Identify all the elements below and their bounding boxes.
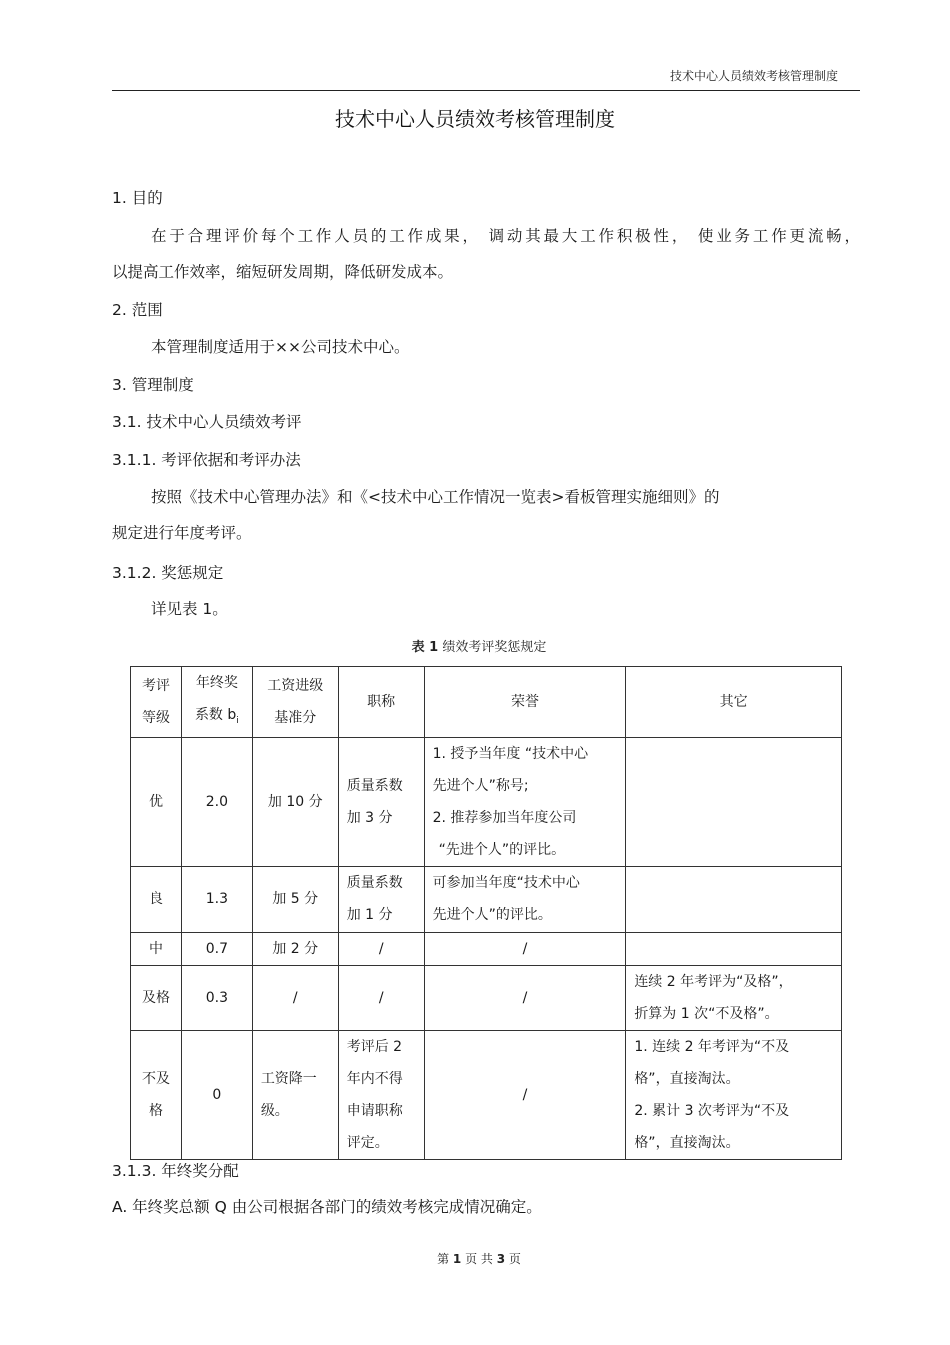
cell-other	[626, 737, 842, 866]
section-3-heading: 3. 管理制度	[112, 376, 194, 394]
section-1-body-line2: 以提高工作效率，缩短研发周期，降低研发成本。	[112, 263, 454, 281]
cell-salary: 加 5 分	[252, 866, 338, 932]
table-row	[131, 737, 842, 866]
cell-coefficient: 0.7	[181, 932, 252, 965]
header-grade: 考评 等级	[131, 667, 182, 738]
table-caption-text: 绩效考评奖惩规定	[438, 640, 547, 655]
cell-salary: 工资降一 级。	[252, 1030, 338, 1159]
cell-other: 1. 连续 2 年考评为“不及 格”，直接淘汰。 2. 累计 3 次考评为“不及 格”，直接淘汰。	[626, 1030, 842, 1159]
cell-salary: 加 10 分	[252, 737, 338, 866]
header-bonus-coefficient: 年终奖 系数 $b_i$	[181, 667, 252, 738]
cell-honor: 1. 授予当年度 “技术中心 先进个人”称号; 2. 推荐参加当年度公司 “先进个人”的评比。	[424, 737, 626, 866]
header-honor: 荣誉	[424, 667, 626, 738]
reward-penalty-table	[130, 666, 842, 1160]
section-3-1-2-body: 详见表 1。	[151, 600, 228, 618]
header-other: 其它	[626, 667, 842, 738]
cell-title: 质量系数 加 3 分	[338, 737, 424, 866]
table-header-row	[131, 667, 842, 738]
section-3-1-1-heading: 3.1.1. 考评依据和考评办法	[112, 451, 301, 469]
cell-other: 连续 2 年考评为“及格”， 折算为 1 次“不及格”。	[626, 965, 842, 1030]
header-rule	[112, 90, 860, 91]
total-pages-number: 3	[496, 1252, 506, 1266]
cell-other	[626, 866, 842, 932]
section-2-body: 本管理制度适用于××公司技术中心。	[151, 338, 410, 356]
cell-coefficient: 0	[181, 1030, 252, 1159]
section-3-1-heading: 3.1. 技术中心人员绩效考评	[112, 413, 302, 431]
cell-honor: 可参加当年度“技术中心 先进个人”的评比。	[424, 866, 626, 932]
page-footer: 第 1 页 共 3 页	[437, 1252, 521, 1266]
cell-grade: 优	[131, 737, 182, 866]
cell-coefficient: 0.3	[181, 965, 252, 1030]
table-row	[131, 866, 842, 932]
cell-grade: 及格	[131, 965, 182, 1030]
cell-coefficient: 2.0	[181, 737, 252, 866]
cell-other	[626, 932, 842, 965]
section-3-1-2-heading: 3.1.2. 奖惩规定	[112, 564, 224, 582]
section-2-heading: 2. 范围	[112, 301, 163, 319]
header-title: 职称	[338, 667, 424, 738]
section-1-heading: 1. 目的	[112, 189, 163, 207]
section-3-1-3-item-a: A. 年终奖总额 Q 由公司根据各部门的绩效考核完成情况确定。	[112, 1198, 542, 1216]
cell-honor: /	[424, 1030, 626, 1159]
current-page-number: 1	[452, 1252, 462, 1266]
document-title: 技术中心人员绩效考核管理制度	[335, 107, 615, 131]
cell-honor: /	[424, 965, 626, 1030]
table-caption-number: 表 1	[411, 640, 439, 655]
cell-title: /	[338, 932, 424, 965]
section-3-1-3-heading: 3.1.3. 年终奖分配	[112, 1162, 239, 1180]
cell-grade: 中	[131, 932, 182, 965]
table-row	[131, 965, 842, 1030]
cell-coefficient: 1.3	[181, 866, 252, 932]
header-salary-base: 工资进级 基准分	[252, 667, 338, 738]
cell-grade: 良	[131, 866, 182, 932]
section-3-1-1-body-line2: 规定进行年度考评。	[112, 524, 252, 542]
cell-grade: 不及 格	[131, 1030, 182, 1159]
cell-title: 质量系数 加 1 分	[338, 866, 424, 932]
section-3-1-1-body-line1: 按照《技术中心管理办法》和《<技术中心工作情况一览表>看板管理实施细则》的	[151, 488, 720, 506]
table-row	[131, 1030, 842, 1159]
cell-title: /	[338, 965, 424, 1030]
cell-salary: 加 2 分	[252, 932, 338, 965]
section-1-body-line1: 在于合理评价每个工作人员的工作成果， 调动其最大工作积极性， 使业务工作更流畅，	[151, 227, 860, 245]
cell-title: 考评后 2 年内不得 申请职称 评定。	[338, 1030, 424, 1159]
table-caption	[0, 636, 950, 655]
cell-honor: /	[424, 932, 626, 965]
table-row	[131, 932, 842, 965]
cell-salary: /	[252, 965, 338, 1030]
running-header: 技术中心人员绩效考核管理制度	[669, 69, 838, 83]
